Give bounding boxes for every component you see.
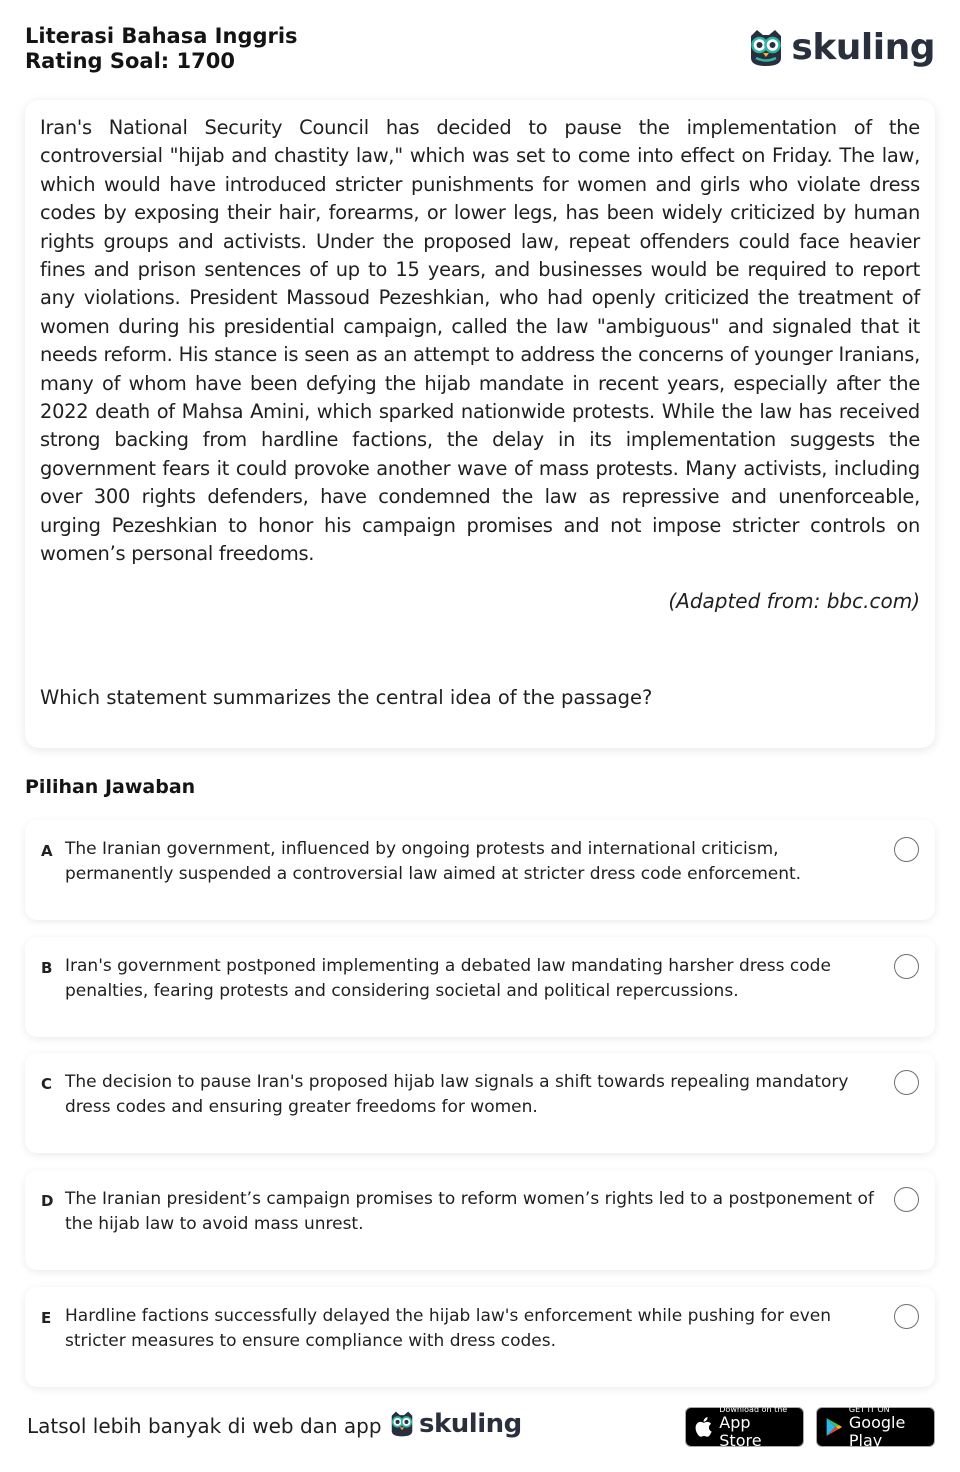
option-text: Hardline factions successfully delayed the hijab law's enforcement while pushing for even stricter measures to ensure compliance with dress codes. <box>65 1306 832 1351</box>
option-letter: A <box>41 842 53 860</box>
footer <box>27 1404 935 1450</box>
answer-option-a[interactable] <box>25 820 935 920</box>
option-text: The Iranian president’s campaign promises to reform women’s rights led to a postponement of the hijab law to avoid mass unrest. <box>65 1189 874 1234</box>
option-letter: B <box>41 959 53 977</box>
brand-wordmark: skuling <box>791 27 935 68</box>
header <box>25 24 935 84</box>
radio-button[interactable] <box>894 837 919 862</box>
footer-skuling-logo[interactable] <box>389 1409 522 1439</box>
reading-passage: Iran's National Security Council has decided to pause the implementation of the controversial "hijab and chastity law," which was set to come into effect on Friday. The law, which would have introduced stricter punishments for women and girls who violate dress codes by exposing their hair, forearms, or lower legs, has been widely criticized by human rights groups and activists. Under the proposed law, repeat offenders could face heavier fines and prison sentences of up to 15 years, and businesses would be required to report any violations. President Massoud Pezeshkian, who had openly criticized the treatment of women during his presidential campaign, called the law "ambiguous" and signaled that it needs reform. His stance is seen as an attempt to address the concerns of younger Iranians, many of whom have been defying the hijab mandate in recent years, especially after the 2022 death of Mahsa Amini, which sparked nationwide protests. While the law has received strong backing from hardline factions, the delay in its implementation suggests the government fears it could provoke another wave of mass protests. Many activists, including over 300 rights defenders, have condemned the law as repressive and unenforceable, urging Pezeshkian to honor his campaign promises and not impose stricter controls on women’s personal freedoms. <box>40 116 920 566</box>
footer-brand-wordmark: skuling <box>419 1409 522 1439</box>
google-play-button[interactable] <box>816 1404 935 1450</box>
apple-icon <box>694 1415 713 1439</box>
skuling-logo[interactable] <box>747 28 935 68</box>
answer-option-e[interactable] <box>25 1287 935 1387</box>
option-letter: C <box>41 1075 53 1093</box>
app-store-label: App Store <box>719 1412 762 1450</box>
question-prompt: Which statement summarizes the central idea of the passage? <box>40 686 653 709</box>
option-letter: E <box>41 1309 52 1327</box>
app-store-small-text: Download on the <box>719 1404 788 1414</box>
passage-source: (Adapted from: bbc.com) <box>668 588 920 613</box>
rating-label: Rating Soal: 1700 <box>25 49 235 73</box>
answer-option-d[interactable] <box>25 1170 935 1270</box>
radio-button[interactable] <box>894 1187 919 1212</box>
google-play-icon <box>825 1415 843 1439</box>
google-play-label: Google Play <box>848 1412 906 1450</box>
radio-button[interactable] <box>894 1070 919 1095</box>
footer-cta: Latsol lebih banyak di web dan app <box>27 1414 382 1438</box>
question-card <box>25 100 935 748</box>
option-letter: D <box>41 1192 54 1210</box>
option-text: The decision to pause Iran's proposed hijab law signals a shift towards repealing mandatory dress codes and ensuring greater freedoms for women. <box>65 1072 849 1117</box>
answer-option-c[interactable] <box>25 1053 935 1153</box>
app-store-button[interactable] <box>685 1404 804 1450</box>
options-heading: Pilihan Jawaban <box>25 776 196 798</box>
google-play-small-text: GET IT ON <box>848 1404 890 1414</box>
radio-button[interactable] <box>894 954 919 979</box>
owl-mascot-icon <box>747 28 785 68</box>
owl-mascot-icon <box>389 1410 415 1438</box>
radio-button[interactable] <box>894 1304 919 1329</box>
answer-option-b[interactable] <box>25 937 935 1037</box>
subject-title: Literasi Bahasa Inggris <box>25 24 298 48</box>
option-text: Iran's government postponed implementing a debated law mandating harsher dress code penalties, fearing protests and considering societal and political repercussions. <box>65 956 831 1001</box>
option-text: The Iranian government, influenced by ongoing protests and international criticism, permanently suspended a controversial law aimed at stricter dress code enforcement. <box>65 839 802 884</box>
